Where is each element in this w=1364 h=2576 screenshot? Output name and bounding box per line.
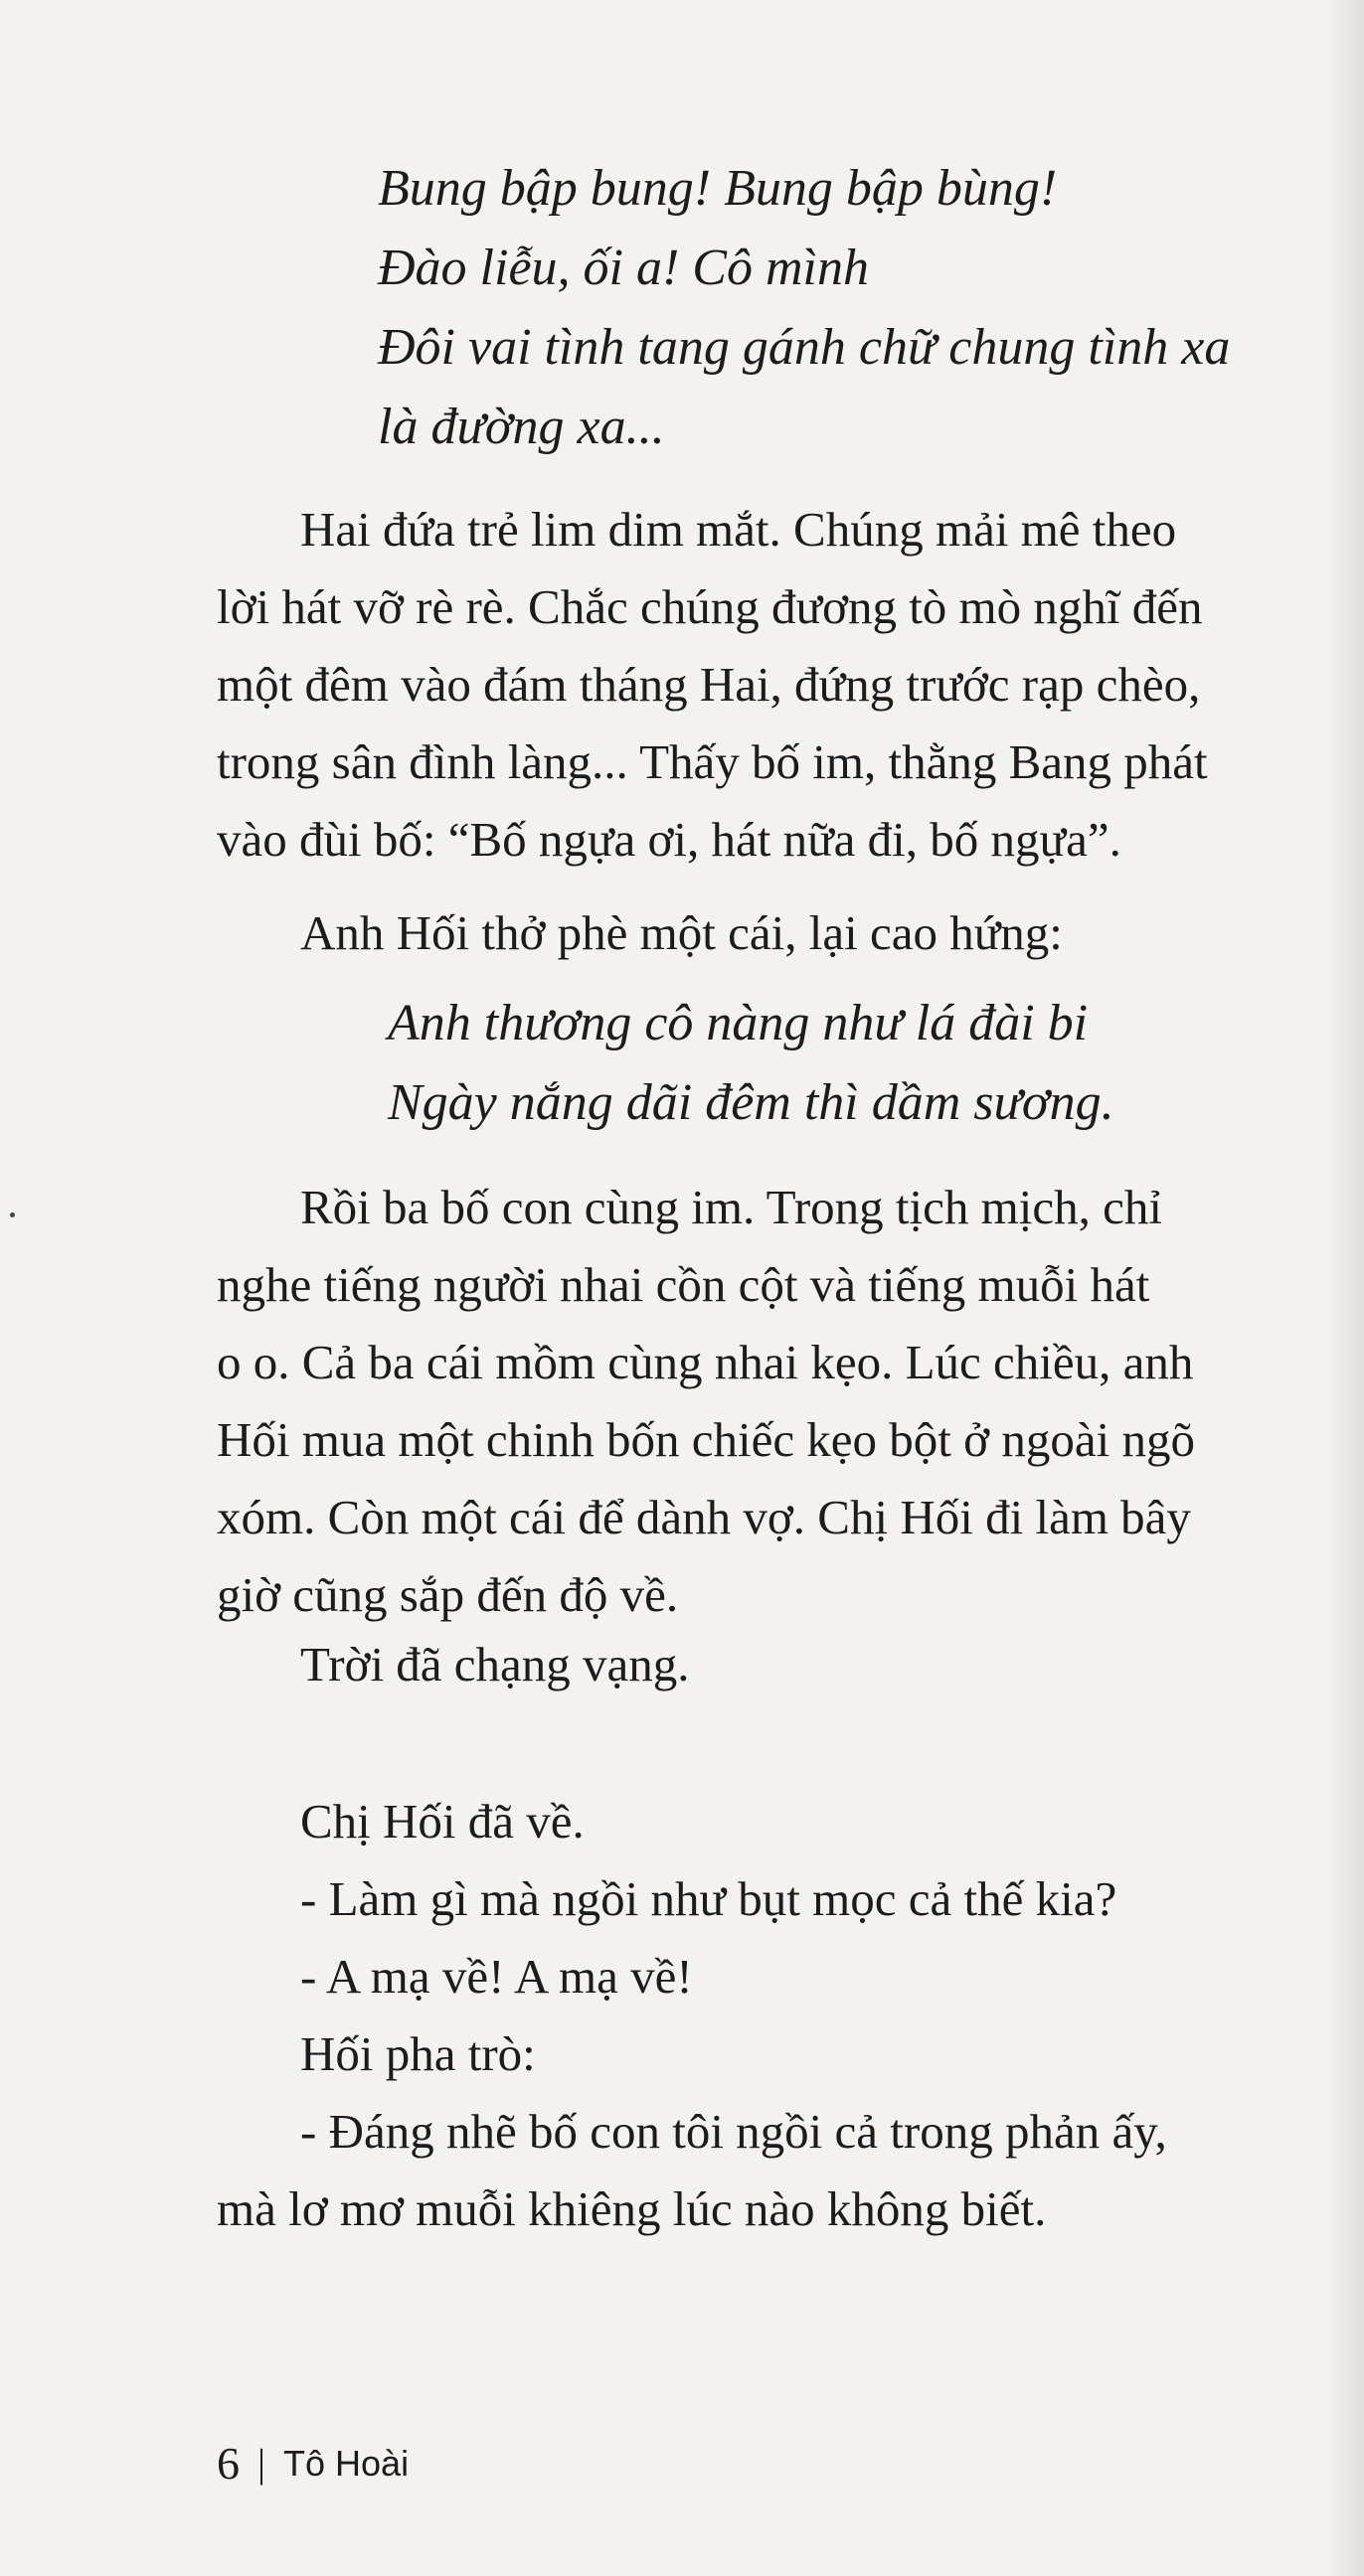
text-line: Hối pha trò: [300,2026,536,2081]
dialogue-line: - Làm gì mà ngồi như bụt mọc cả thế kia? [300,1871,1117,1926]
paragraph-2 [217,894,1300,972]
verse-line: Bung bập bung! Bung bập bùng! [378,160,1058,217]
paragraph-9 [217,2093,1300,2248]
text-line: Hối mua một chinh bốn chiếc kẹo bột ở ngoài ngõ [217,1412,1195,1467]
verse-block-2 [388,984,1114,1143]
author-name: Tô Hoài [283,2442,410,2484]
verse-line: là đường xa... [378,399,665,455]
text-line: nghe tiếng người nhai cồn cột và tiếng muỗi hát [217,1257,1150,1312]
text-line: lời hát vỡ rè rè. Chắc chúng đương tò mò nghĩ đến [217,579,1203,634]
verse-block-1 [378,149,1230,467]
verse-line: Anh thương cô nàng như lá đài bi [388,995,1089,1051]
margin-speck [10,1212,15,1217]
paragraph-1 [217,491,1300,879]
paragraph-8 [217,2015,1300,2093]
text-line: o o. Cả ba cái mồm cùng nhai kẹo. Lúc chiều, anh [217,1335,1194,1389]
paragraph-6 [217,1860,1300,1938]
paragraph-4 [217,1626,1300,1703]
text-line: một đêm vào đám tháng Hai, đứng trước rạp chèo, [217,657,1201,712]
text-line: Trời đã chạng vạng. [300,1637,690,1691]
verse-line: Đôi vai tình tang gánh chữ chung tình xa [378,319,1231,376]
paragraph-3 [217,1169,1300,1634]
dialogue-line: - Đáng nhẽ bố con tôi ngồi cả trong phản ấy, [300,2104,1167,2159]
paragraph-5 [217,1783,1300,1860]
page-edge-shadow [1324,0,1364,2576]
text-line: giờ cũng sắp đến độ về. [217,1567,679,1622]
page-footer [217,2437,409,2490]
verse-line: Đào liễu, ối a! Cô mình [378,240,869,296]
text-line: xóm. Còn một cái để dành vợ. Chị Hối đi làm bây [217,1490,1191,1544]
text-line: vào đùi bố: “Bố ngựa ơi, hát nữa đi, bố ngựa”. [217,812,1121,867]
dialogue-line: mà lơ mơ muỗi khiêng lúc nào không biết. [217,2181,1047,2236]
text-line: Rồi ba bố con cùng im. Trong tịch mịch, chỉ [300,1180,1162,1234]
text-line: trong sân đình làng... Thấy bố im, thằng Bang phát [217,734,1208,789]
dialogue-line: - A mạ về! A mạ về! [300,1949,693,2004]
page-number: 6 [217,2438,240,2489]
paragraph-7 [217,1938,1300,2015]
text-line: Hai đứa trẻ lim dim mắt. Chúng mải mê theo [300,502,1177,557]
text-line: Chị Hối đã về. [300,1794,585,1849]
verse-line: Ngày nắng dãi đêm thì dầm sương. [388,1074,1114,1131]
text-line: Anh Hối thở phè một cái, lại cao hứng: [300,905,1063,960]
footer-separator: | [257,2441,266,2486]
